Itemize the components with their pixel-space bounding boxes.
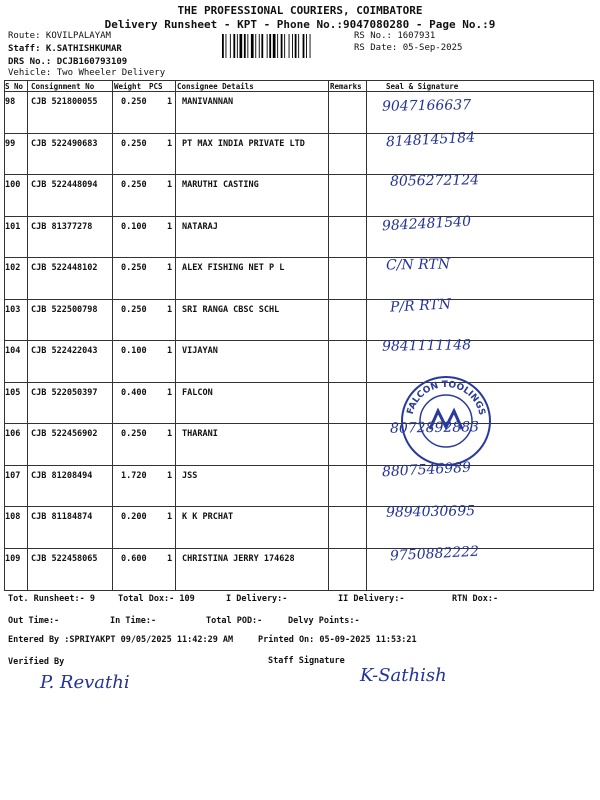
col-header-sno: S No xyxy=(5,82,24,91)
cell-consignee: FALCON xyxy=(182,387,213,398)
rs-date: RS Date: 05-Sep-2025 xyxy=(354,43,463,53)
handwritten-signature: P/R RTN xyxy=(389,296,452,316)
cell-pcs: 1 xyxy=(167,387,173,398)
cell-consignee: THARANI xyxy=(182,429,218,439)
col-header-weight: Weight xyxy=(114,82,142,91)
row-divider xyxy=(4,506,594,507)
handwritten-signature: 9750882222 xyxy=(389,543,480,565)
cell-sno: 107 xyxy=(5,470,21,481)
cell-consignment-no: CJB 522500798 xyxy=(31,304,98,315)
cell-pcs: 1 xyxy=(167,263,173,273)
barcode-bar xyxy=(289,34,290,58)
cell-consignee: VIJAYAN xyxy=(182,346,218,356)
col-line xyxy=(112,80,113,590)
row-divider xyxy=(4,257,594,258)
cell-weight: 0.250 xyxy=(121,429,147,439)
cell-pcs: 1 xyxy=(167,97,173,107)
cell-sno: 104 xyxy=(5,346,21,356)
row-divider xyxy=(4,299,594,300)
handwritten-signature: 9047166637 xyxy=(381,97,472,115)
staff-label: Staff: K.SATHISHKUMAR xyxy=(8,44,122,54)
verified-by-label: Verified By xyxy=(8,657,65,667)
cell-pcs: 1 xyxy=(167,553,173,564)
cell-pcs: 1 xyxy=(167,138,173,149)
cell-weight: 0.600 xyxy=(121,553,147,564)
barcode-bar xyxy=(237,34,238,58)
barcode-bar xyxy=(230,34,231,58)
barcode-bar xyxy=(295,34,297,58)
col-header-seal-signature: Seal & Signature xyxy=(386,82,459,91)
cell-sno: 103 xyxy=(5,304,21,315)
cell-pcs: 1 xyxy=(167,429,173,439)
company-stamp xyxy=(398,373,494,469)
cell-pcs: 1 xyxy=(167,346,173,356)
col-line xyxy=(175,80,176,590)
barcode-bar xyxy=(303,34,305,58)
col-header-consignee: Consignee Details xyxy=(177,82,254,91)
vehicle-label: Vehicle: Two Wheeler Delivery xyxy=(8,68,166,78)
handwritten-signature: 8807546989 xyxy=(381,459,472,481)
table-border-bottom xyxy=(4,590,594,591)
cell-weight: 0.100 xyxy=(121,221,147,232)
handwritten-signature: 9841111148 xyxy=(381,337,472,355)
barcode-bar xyxy=(292,34,293,58)
cell-sno: 106 xyxy=(5,429,21,439)
rtn-dox: RTN Dox:- xyxy=(452,594,499,604)
page-title: THE PROFESSIONAL COURIERS, COIMBATORE xyxy=(177,4,423,17)
barcode-bar xyxy=(306,34,307,58)
handwritten-signature: 8056272124 xyxy=(389,172,480,190)
cell-weight: 0.250 xyxy=(121,263,147,273)
barcode-bar xyxy=(251,34,254,58)
barcode-bar xyxy=(240,34,243,58)
total-pod: Total POD:- xyxy=(206,616,263,626)
cell-sno: 105 xyxy=(5,387,21,398)
staff-signature-label: Staff Signature xyxy=(268,656,345,666)
cell-consignment-no: CJB 522422043 xyxy=(31,346,98,356)
col-header-pcs: PCS xyxy=(149,82,163,91)
cell-consignee: K K PRCHAT xyxy=(182,512,234,522)
cell-consignment-no: CJB 522458065 xyxy=(31,553,98,564)
col-header-consignment: Consignment No xyxy=(31,82,95,91)
cell-consignment-no: CJB 522448094 xyxy=(31,180,98,190)
handwritten-signature: 8148145184 xyxy=(385,129,476,151)
out-time: Out Time:- xyxy=(8,616,60,626)
delivery-points: Delvy Points:- xyxy=(288,616,360,626)
handwritten-signature: C/N RTN xyxy=(385,256,451,274)
barcode-bar xyxy=(281,34,283,58)
cell-consignee: CHRISTINA JERRY 174628 xyxy=(182,553,295,564)
handwritten-signature: 8072892883 xyxy=(389,419,480,437)
total-runsheet: Tot. Runsheet:- 9 xyxy=(8,594,95,604)
cell-pcs: 1 xyxy=(167,221,173,232)
cell-sno: 101 xyxy=(5,221,21,232)
barcode-bar xyxy=(226,34,227,58)
barcode-bar xyxy=(310,34,311,58)
handwritten-signature: 9842481540 xyxy=(381,213,472,235)
col-line xyxy=(27,80,28,590)
row-divider xyxy=(4,340,594,341)
barcode-bar xyxy=(284,34,285,58)
cell-consignment-no: CJB 522448102 xyxy=(31,263,98,273)
cell-consignment-no: CJB 81184874 xyxy=(31,512,93,522)
cell-consignee: PT MAX INDIA PRIVATE LTD xyxy=(182,138,305,149)
page-subtitle: Delivery Runsheet - KPT - Phone No.:9047080280 - Page No.:9 xyxy=(104,18,496,31)
row-divider xyxy=(4,465,594,466)
cell-consignment-no: CJB 522490683 xyxy=(31,138,98,149)
cell-consignee: JSS xyxy=(182,470,198,481)
cell-sno: 108 xyxy=(5,512,21,522)
cell-consignee: MANIVANNAN xyxy=(182,97,234,107)
barcode-bar xyxy=(269,34,271,58)
row-divider xyxy=(4,382,594,383)
cell-sno: 109 xyxy=(5,553,21,564)
handwritten-signature: 9894030695 xyxy=(385,503,476,521)
col-line xyxy=(366,80,367,590)
printed-on: Printed On: 05-09-2025 11:53:21 xyxy=(258,635,417,645)
barcode-bar xyxy=(255,34,256,58)
cell-consignee: MARUTHI CASTING xyxy=(182,180,259,190)
barcode-bar xyxy=(277,34,278,58)
cell-sno: 99 xyxy=(5,138,16,149)
route-label: Route: KOVILPALAYAM xyxy=(8,31,111,41)
stamp-text: FALCON TOOLINGS xyxy=(405,379,487,417)
rs-number: RS No.: 1607931 xyxy=(354,31,436,41)
col-line xyxy=(593,80,594,590)
table-border-top xyxy=(4,80,594,81)
barcode-bar xyxy=(273,34,276,58)
barcode-image xyxy=(222,34,350,58)
col-header-remarks: Remarks xyxy=(330,82,362,91)
cell-consignee: SRI RANGA CBSC SCHL xyxy=(182,304,280,315)
col-line xyxy=(328,80,329,590)
cell-consignment-no: CJB 521800055 xyxy=(31,97,98,107)
row-divider xyxy=(4,174,594,175)
row-divider xyxy=(4,133,594,134)
cell-weight: 0.250 xyxy=(121,180,147,190)
cell-consignment-no: CJB 522050397 xyxy=(31,387,98,398)
cell-weight: 0.250 xyxy=(121,97,147,107)
cell-consignment-no: CJB 81208494 xyxy=(31,470,93,481)
barcode-bar xyxy=(222,34,224,58)
table-header-divider xyxy=(4,91,594,92)
cell-weight: 0.250 xyxy=(121,138,147,149)
entered-by: Entered By :SPRIYAKPT 09/05/2025 11:42:29 AM xyxy=(8,635,234,645)
cell-weight: 0.200 xyxy=(121,512,147,522)
barcode-bar xyxy=(261,34,263,58)
total-dox: Total Dox:- 109 xyxy=(118,594,195,604)
barcode-bar xyxy=(259,34,260,58)
cell-consignee: NATARAJ xyxy=(182,221,218,232)
cell-pcs: 1 xyxy=(167,180,173,190)
svg-text:FALCON TOOLINGS xyxy=(406,380,487,416)
cell-weight: 1.720 xyxy=(121,470,147,481)
row-divider xyxy=(4,423,594,424)
cell-consignment-no: CJB 522456902 xyxy=(31,429,98,439)
cell-consignment-no: CJB 81377278 xyxy=(31,221,93,232)
row-divider xyxy=(4,216,594,217)
cell-weight: 0.100 xyxy=(121,346,147,356)
runsheet-table xyxy=(4,80,594,590)
barcode-bar xyxy=(267,34,268,58)
row-divider xyxy=(4,548,594,549)
barcode-bar xyxy=(298,34,299,58)
cell-sno: 102 xyxy=(5,263,21,273)
staff-signature: K-Sathish xyxy=(360,665,447,686)
cell-weight: 0.250 xyxy=(121,304,147,315)
cell-pcs: 1 xyxy=(167,304,173,315)
cell-weight: 0.400 xyxy=(121,387,147,398)
verifier-signature: P. Revathi xyxy=(40,672,130,693)
drs-label: DRS No.: DCJB160793109 xyxy=(8,57,128,67)
in-time: In Time:- xyxy=(110,616,157,626)
cell-pcs: 1 xyxy=(167,512,173,522)
barcode-bar xyxy=(233,34,235,58)
cell-sno: 98 xyxy=(5,97,16,107)
cell-consignee: ALEX FISHING NET P L xyxy=(182,263,285,273)
cell-pcs: 1 xyxy=(167,470,173,481)
ii-delivery: II Delivery:- xyxy=(338,594,405,604)
barcode-bar xyxy=(247,34,248,58)
barcode-bar xyxy=(244,34,246,58)
cell-sno: 100 xyxy=(5,180,21,190)
i-delivery: I Delivery:- xyxy=(226,594,288,604)
